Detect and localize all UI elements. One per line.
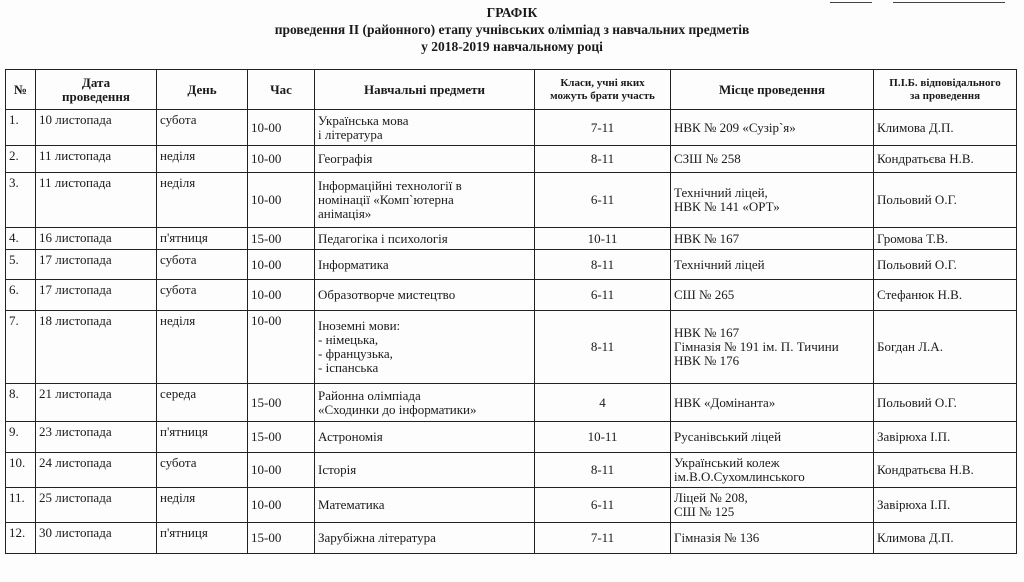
table-row [6,384,1017,422]
cell-responsible: Завірюха І.П. [874,488,1017,523]
cell-classes: 7-11 [535,523,671,554]
cell-num: 3. [6,173,36,228]
cell-place: НВК № 209 «Сузір`я» [671,110,874,146]
cell-time: 15-00 [248,523,315,554]
col-header-num: № [6,70,36,110]
cell-num: 12. [6,523,36,554]
table-row [6,250,1017,280]
cell-time: 10-00 [248,311,315,384]
cell-num: 4. [6,228,36,250]
cell-place: Український колеж ім.В.О.Сухомлинського [671,453,874,488]
corner-line-right [893,2,1005,3]
cell-place: СЗШ № 258 [671,146,874,173]
cell-num: 6. [6,280,36,311]
col-header-subject: Навчальні предмети [315,70,535,110]
cell-place: Ліцей № 208, СШ № 125 [671,488,874,523]
cell-num: 2. [6,146,36,173]
table-row [6,523,1017,554]
cell-num: 5. [6,250,36,280]
cell-classes: 6-11 [535,488,671,523]
col-header-classes: Класи, учні яких можуть брати участь [535,70,671,110]
cell-day: неділя [157,311,248,384]
table-row [6,488,1017,523]
col-header-time: Час [248,70,315,110]
cell-date: 23 листопада [36,422,157,453]
cell-responsible: Кондратьєва Н.В. [874,453,1017,488]
cell-time: 10-00 [248,250,315,280]
cell-responsible: Климова Д.П. [874,110,1017,146]
cell-date: 11 листопада [36,146,157,173]
corner-line-left [830,2,872,3]
cell-date: 10 листопада [36,110,157,146]
document-subtitle: проведення ІІ (районного) етапу учнівських олімпіад з навчальних предметів [274,22,750,37]
cell-responsible: Богдан Л.А. [874,311,1017,384]
cell-day: субота [157,250,248,280]
cell-responsible: Климова Д.П. [874,523,1017,554]
cell-date: 18 листопада [36,311,157,384]
cell-subject: Зарубіжна література [315,523,535,554]
cell-place: Русанівський ліцей [671,422,874,453]
cell-date: 25 листопада [36,488,157,523]
cell-subject: Географія [315,146,535,173]
col-header-responsible: П.І.Б. відповідального за проведення [874,70,1017,110]
cell-subject: Математика [315,488,535,523]
cell-num: 10. [6,453,36,488]
cell-date: 11 листопада [36,173,157,228]
cell-num: 7. [6,311,36,384]
cell-classes: 7-11 [535,110,671,146]
cell-time: 10-00 [248,173,315,228]
table-row [6,173,1017,228]
cell-time: 10-00 [248,110,315,146]
cell-date: 17 листопада [36,250,157,280]
cell-classes: 8-11 [535,453,671,488]
cell-time: 10-00 [248,453,315,488]
col-header-date: Дата проведення [36,70,157,110]
cell-place: НВК «Домінанта» [671,384,874,422]
cell-time: 10-00 [248,146,315,173]
cell-responsible: Завірюха І.П. [874,422,1017,453]
cell-subject: Інформаційні технології в номінації «Комп`ютерна анімація» [315,173,535,228]
cell-subject: Районна олімпіада «Сходинки до інформатики» [315,384,535,422]
cell-time: 15-00 [248,384,315,422]
cell-classes: 8-11 [535,250,671,280]
cell-classes: 8-11 [535,146,671,173]
cell-place: Технічний ліцей [671,250,874,280]
table-row [6,280,1017,311]
cell-num: 8. [6,384,36,422]
cell-place: СШ № 265 [671,280,874,311]
cell-day: п'ятниця [157,422,248,453]
cell-responsible: Польовий О.Г. [874,250,1017,280]
cell-day: середа [157,384,248,422]
table-row [6,422,1017,453]
cell-subject: Інформатика [315,250,535,280]
cell-classes: 4 [535,384,671,422]
academic-year-line: у 2018-2019 навчальному році [421,39,603,54]
cell-place: НВК № 167 Гімназія № 191 ім. П. Тичини НВК № 176 [671,311,874,384]
cell-responsible: Польовий О.Г. [874,384,1017,422]
cell-responsible: Кондратьєва Н.В. [874,146,1017,173]
table-header-row [6,70,1017,110]
table-row [6,146,1017,173]
cell-day: неділя [157,488,248,523]
cell-responsible: Громова Т.В. [874,228,1017,250]
cell-time: 10-00 [248,280,315,311]
cell-day: неділя [157,146,248,173]
cell-day: п'ятниця [157,523,248,554]
cell-subject: Іноземні мови: - німецька, - французька, - іспанська [315,311,535,384]
cell-classes: 10-11 [535,228,671,250]
cell-classes: 6-11 [535,173,671,228]
cell-subject: Історія [315,453,535,488]
cell-place: Гімназія № 136 [671,523,874,554]
cell-date: 24 листопада [36,453,157,488]
cell-time: 15-00 [248,422,315,453]
table-row [6,110,1017,146]
cell-date: 21 листопада [36,384,157,422]
cell-subject: Педагогіка і психологія [315,228,535,250]
schedule-table [5,69,1017,554]
cell-subject: Українська мова і література [315,110,535,146]
document-title: ГРАФІК [486,5,538,20]
cell-time: 10-00 [248,488,315,523]
cell-num: 1. [6,110,36,146]
cell-time: 15-00 [248,228,315,250]
col-header-day: День [157,70,248,110]
cell-classes: 6-11 [535,280,671,311]
cell-day: п'ятниця [157,228,248,250]
document-header [0,4,1024,55]
table-row [6,228,1017,250]
cell-responsible: Стефанюк Н.В. [874,280,1017,311]
cell-classes: 10-11 [535,422,671,453]
cell-date: 17 листопада [36,280,157,311]
cell-date: 30 листопада [36,523,157,554]
cell-responsible: Польовий О.Г. [874,173,1017,228]
cell-num: 11. [6,488,36,523]
table-row [6,453,1017,488]
cell-num: 9. [6,422,36,453]
cell-day: субота [157,280,248,311]
cell-place: НВК № 167 [671,228,874,250]
cell-subject: Астрономія [315,422,535,453]
cell-day: субота [157,110,248,146]
cell-classes: 8-11 [535,311,671,384]
cell-place: Технічний ліцей, НВК № 141 «ОРТ» [671,173,874,228]
table-row [6,311,1017,384]
cell-day: субота [157,453,248,488]
col-header-place: Місце проведення [671,70,874,110]
cell-date: 16 листопада [36,228,157,250]
cell-subject: Образотворче мистецтво [315,280,535,311]
cell-day: неділя [157,173,248,228]
